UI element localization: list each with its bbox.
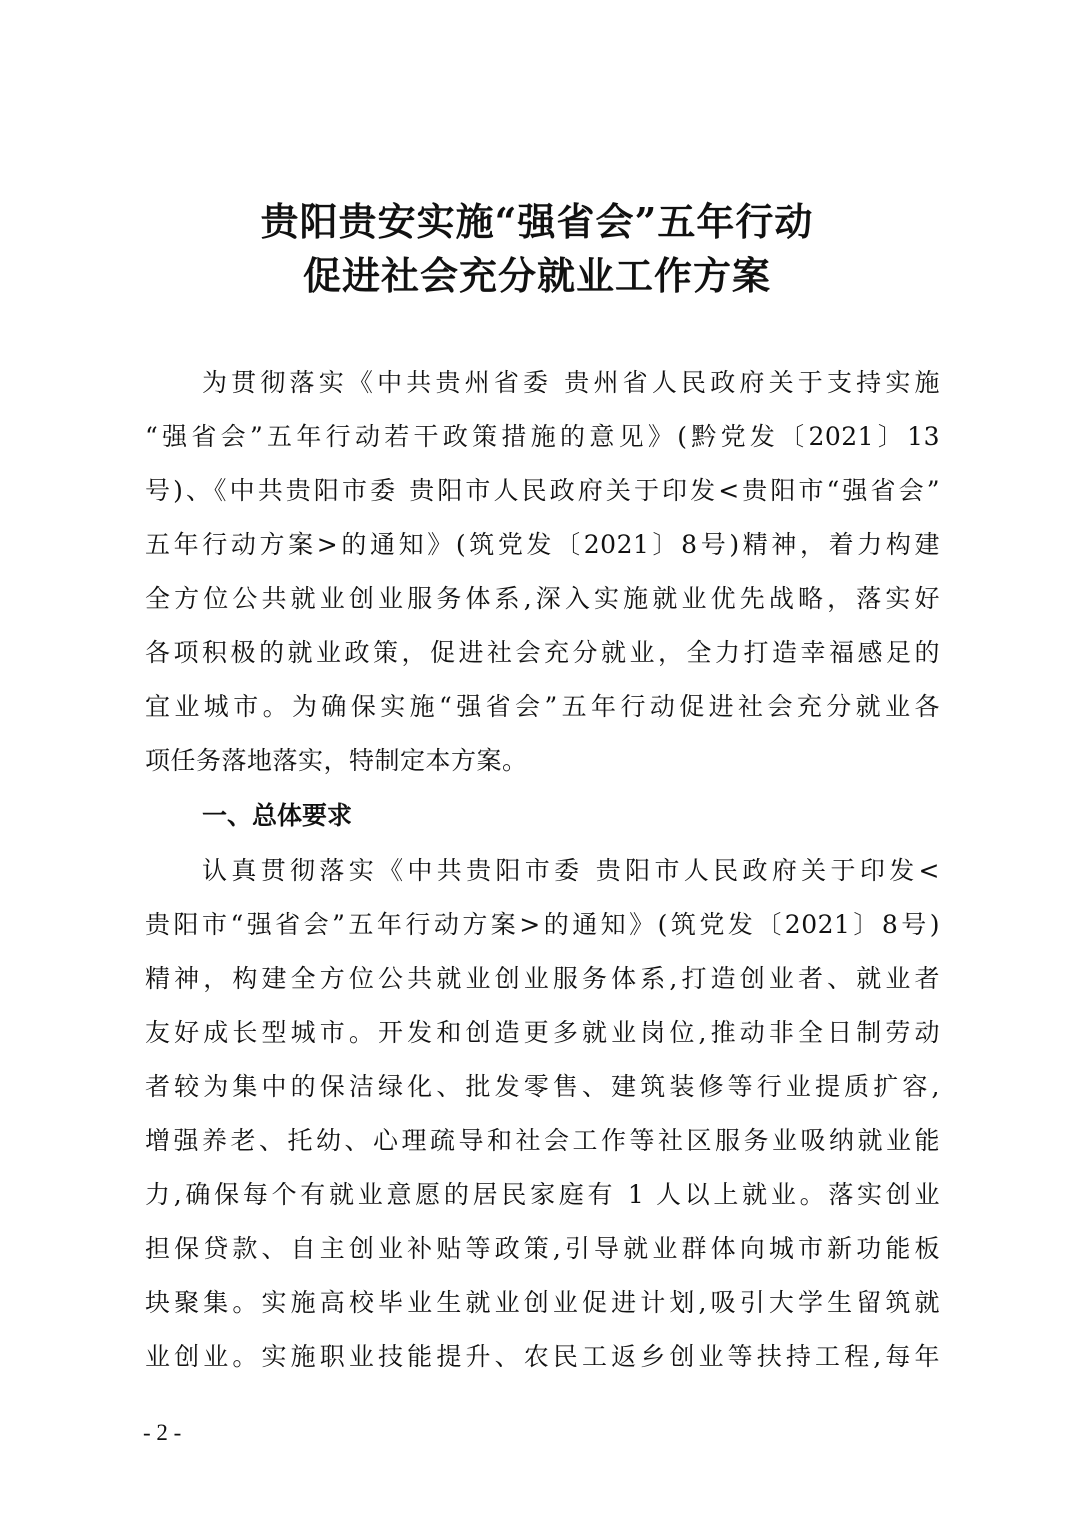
section-line: 友好成长型城市。开发和创造更多就业岗位,推动非全日制劳动 bbox=[145, 1018, 940, 1047]
section-heading: 一、总体要求 bbox=[202, 801, 353, 830]
section-line: 块聚集。实施高校毕业生就业创业促进计划,吸引大学生留筑就 bbox=[145, 1288, 940, 1317]
document-title-line-2: 促进社会充分就业工作方案 bbox=[302, 253, 771, 298]
section-line: 者较为集中的保洁绿化、批发零售、建筑装修等行业提质扩容, bbox=[145, 1072, 940, 1101]
section-line: 精神，构建全方位公共就业创业服务体系,打造创业者、就业者 bbox=[145, 964, 940, 993]
intro-line: 宜业城市。为确保实施“强省会”五年行动促进社会充分就业各 bbox=[145, 692, 940, 721]
section-line: 担保贷款、自主创业补贴等政策,引导就业群体向城市新功能板 bbox=[145, 1234, 940, 1263]
section-line: 力,确保每个有就业意愿的居民家庭有 1 人以上就业。落实创业 bbox=[145, 1180, 940, 1209]
document-title-line-1: 贵阳贵安实施“强省会”五年行动 bbox=[260, 199, 814, 244]
section-line: 增强养老、托幼、心理疏导和社会工作等社区服务业吸纳就业能 bbox=[145, 1126, 940, 1155]
intro-line: 全方位公共就业创业服务体系,深入实施就业优先战略，落实好 bbox=[145, 584, 940, 613]
intro-line: 各项积极的就业政策，促进社会充分就业，全力打造幸福感足的 bbox=[145, 638, 940, 667]
section-line: 业创业。实施职业技能提升、农民工返乡创业等扶持工程,每年 bbox=[145, 1342, 940, 1371]
intro-line: 号)、《中共贵阳市委 贵阳市人民政府关于印发<贵阳市“强省会” bbox=[145, 476, 940, 505]
intro-line: 项任务落地落实，特制定本方案。 bbox=[145, 746, 528, 775]
section-line: 认真贯彻落实《中共贵阳市委 贵阳市人民政府关于印发< bbox=[202, 856, 940, 885]
section-line: 贵阳市“强省会”五年行动方案>的通知》(筑党发〔2021〕8号) bbox=[145, 910, 940, 939]
page-number: - 2 - bbox=[143, 1420, 182, 1445]
intro-line: “强省会”五年行动若干政策措施的意见》(黔党发〔2021〕13 bbox=[145, 422, 940, 451]
intro-line: 五年行动方案>的通知》(筑党发〔2021〕8号)精神，着力构建 bbox=[145, 530, 940, 559]
intro-line: 为贯彻落实《中共贵州省委 贵州省人民政府关于支持实施 bbox=[202, 368, 940, 397]
